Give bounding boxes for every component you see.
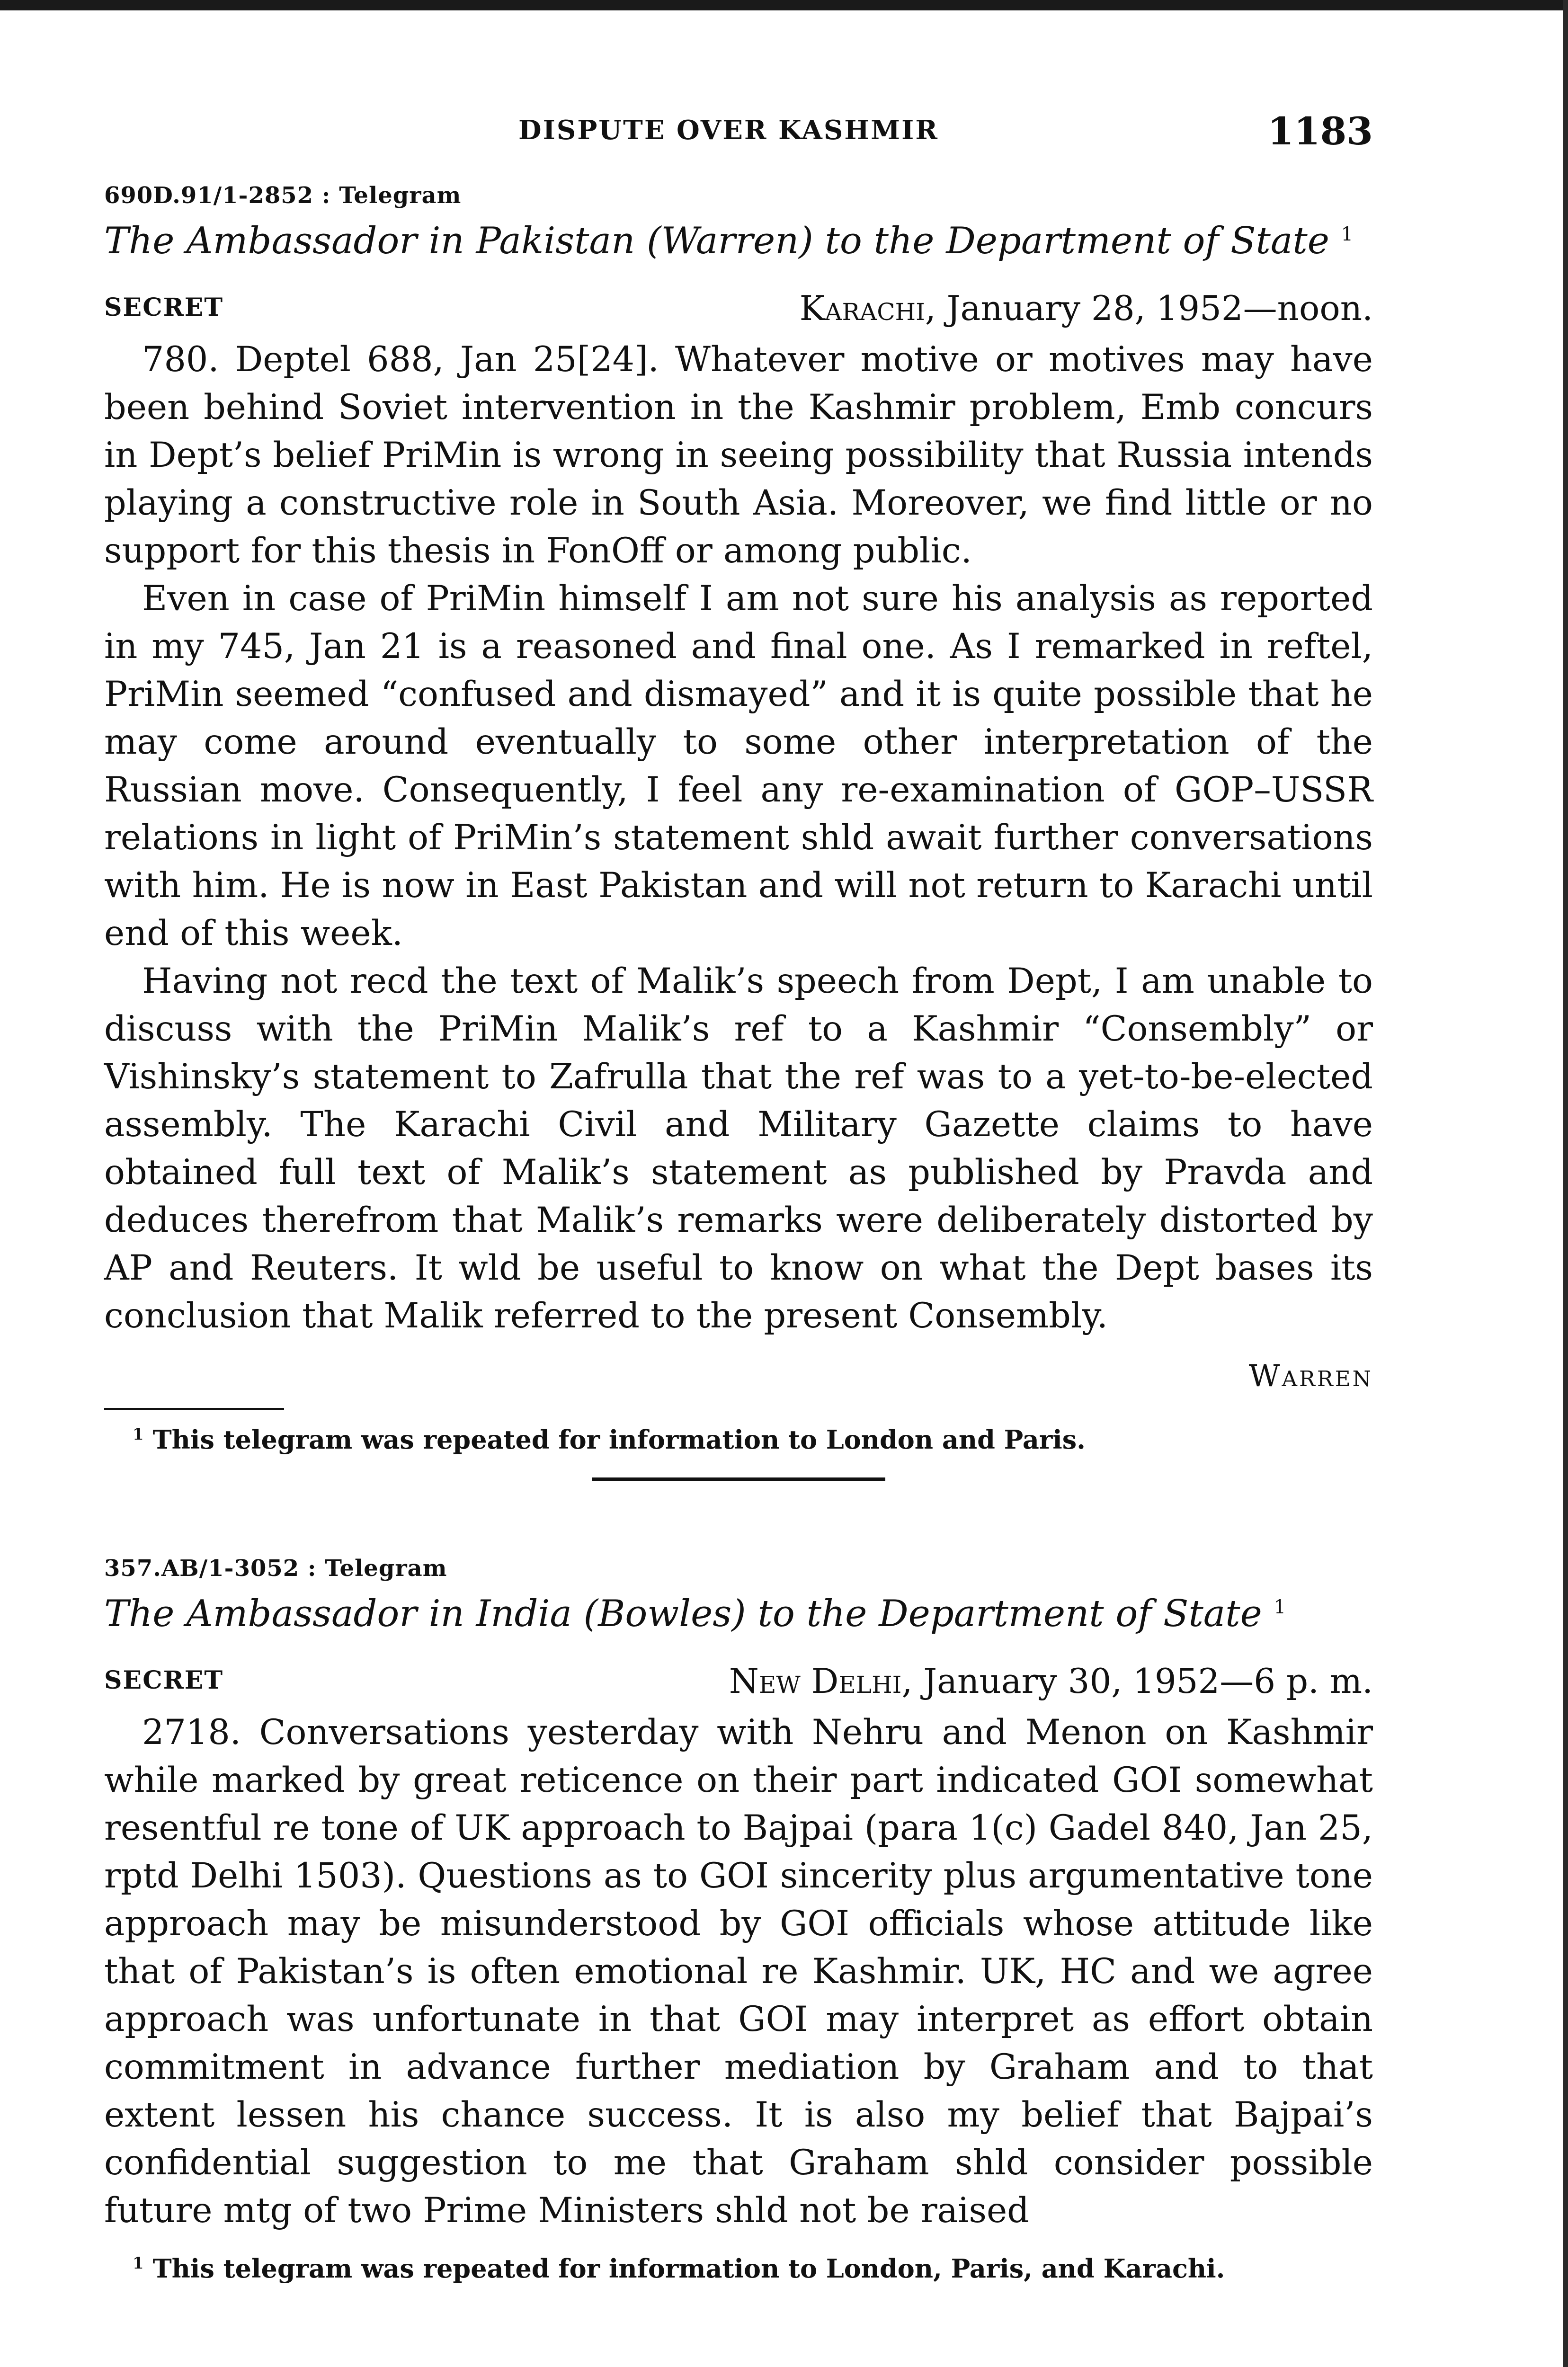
footnote-text: This telegram was repeated for information to London, Paris, and Karachi.	[152, 2253, 1225, 2284]
paragraph: Having not recd the text of Malik’s speech from Dept, I am unable to discuss with the PriMin Malik’s ref to a Kashmir “Consembly” or Vishinsky’s statement to Zafrulla that the ref was to a yet-to-be-elected assembly. The Karachi Civil and Military Gazette claims to have obtained full text of Malik’s statement as published by Pravda and deduces therefrom that Malik’s remarks were deliberately distorted by AP and Reuters. It wld be useful to know on what the Dept bases its conclusion that Malik referred to the present Consembly.	[104, 961, 1373, 1336]
document-title	[104, 218, 1373, 265]
paragraph: 2718. Conversations yesterday with Nehru and Menon on Kashmir while marked by great reticence on their part indicated GOI somewhat resentful re tone of UK approach to Bajpai (para 1(c) Gadel 840, Jan 25, rptd Delhi 1503). Questions as to GOI sincerity plus argumentative tone approach may be misunderstood by GOI officials whose attitude like that of Pakistan’s is often emotional re Kashmir. UK, HC and we agree approach was unfortunate in that GOI may interpret as effort obtain commitment in advance further mediation by Graham and to that extent lessen his chance success. It is also my belief that Bajpai’s confidential suggestion to me that Graham shld consider possible future mtg of two Prime Ministers shld not be raised	[104, 1712, 1373, 2231]
file-reference: 357.AB/1-3052 : Telegram	[104, 1555, 447, 1582]
footnote	[104, 1424, 1373, 1455]
top-edge-rule	[0, 0, 1568, 10]
place: New Delhi	[729, 1661, 902, 1701]
title-footnote-marker: 1	[1274, 1596, 1286, 1618]
document-title-text: The Ambassador in India (Bowles) to the Department of State	[104, 1593, 1262, 1635]
document-title	[104, 1591, 1373, 1637]
date: , January 28, 1952—noon.	[925, 288, 1373, 328]
telegram-body	[104, 1709, 1373, 2234]
place-and-date	[800, 288, 1373, 328]
page-number: 1183	[1267, 109, 1373, 153]
right-edge-rule	[1563, 0, 1568, 2367]
paragraph: 780. Deptel 688, Jan 25[24]. Whatever motive or motives may have been behind Soviet intervention in the Kashmir problem, Emb concurs in Dept’s belief PriMin is wrong in seeing possibility that Russia intends playing a constructive role in South Asia. Moreover, we find little or no support for this thesis in FonOff or among public.	[104, 339, 1373, 571]
running-title: DISPUTE OVER KASHMIR	[518, 115, 939, 146]
place: Karachi	[799, 288, 925, 328]
date: , January 30, 1952—6 p. m.	[901, 1661, 1373, 1701]
document-separator	[592, 1477, 885, 1481]
running-head	[104, 109, 1373, 161]
dateline	[104, 1661, 1373, 1709]
footnote-text: This telegram was repeated for information to London and Paris.	[152, 1424, 1086, 1455]
telegram-body	[104, 336, 1373, 1340]
paragraph: Even in case of PriMin himself I am not sure his analysis as reported in my 745, Jan 21 is a reasoned and final one. As I remarked in reftel, PriMin seemed “confused and dismayed” and it is quite possible that he may come around eventually to some other interpretation of the Russian move. Consequently, I feel any re-examination of GOP–USSR relations in light of PriMin’s statement shld await further conversations with him. He is now in East Pakistan and will not return to Karachi until end of this week.	[104, 578, 1373, 953]
dateline	[104, 288, 1373, 336]
place-and-date	[729, 1661, 1373, 1701]
signature: Warren	[1248, 1358, 1373, 1394]
document-warren	[104, 182, 1373, 1509]
title-footnote-marker: 1	[1341, 223, 1354, 245]
classification-label: SECRET	[104, 293, 224, 322]
document-title-text: The Ambassador in Pakistan (Warren) to the Department of State	[104, 220, 1329, 262]
footnote-marker: 1	[133, 2253, 144, 2273]
footnote-rule	[104, 1408, 284, 1410]
classification-label: SECRET	[104, 1665, 224, 1695]
footnote-marker: 1	[133, 1424, 144, 1444]
file-reference: 690D.91/1-2852 : Telegram	[104, 182, 462, 209]
document-bowles	[104, 1555, 1373, 2284]
footnote	[104, 2253, 1373, 2284]
